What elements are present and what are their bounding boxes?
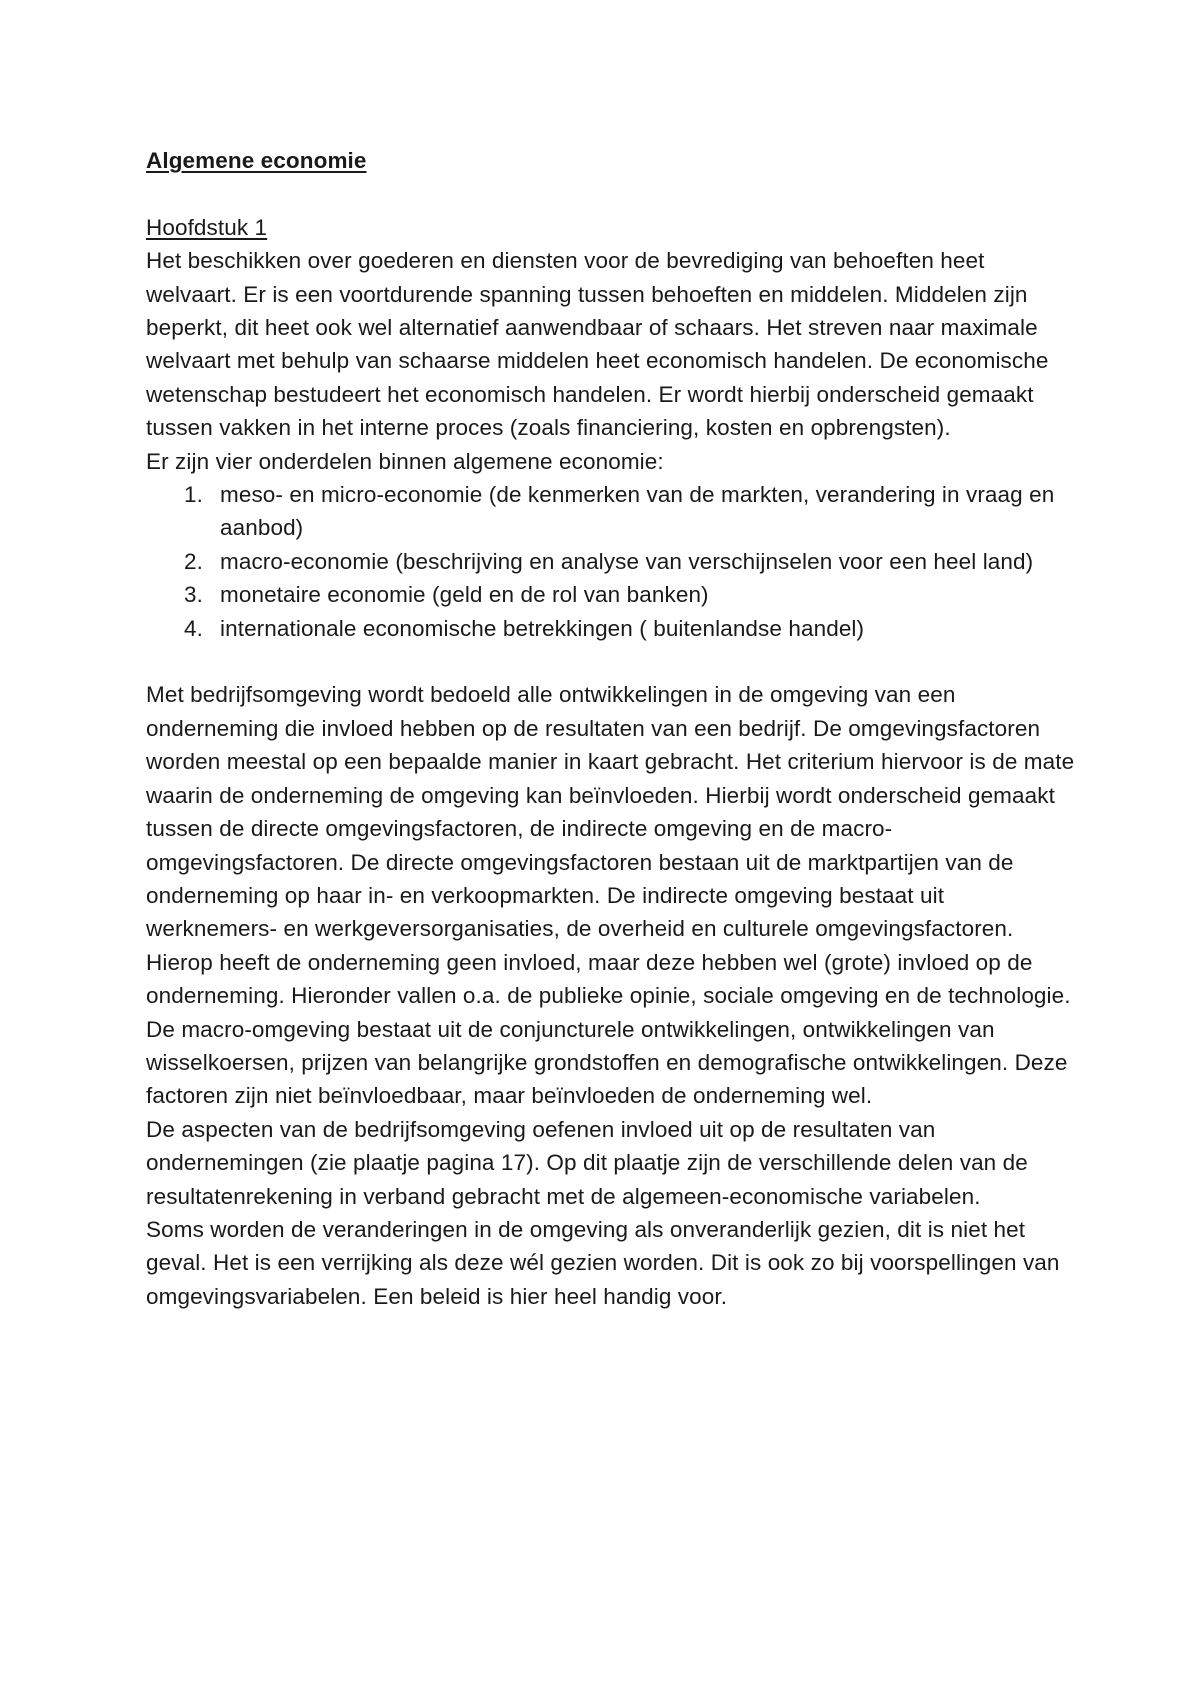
document-title: Algemene economie xyxy=(146,148,367,173)
list-item-text: internationale economische betrekkingen ( buitenlandse handel) xyxy=(220,615,865,641)
body-paragraph-changes: Soms worden de veranderingen in de omgeving als onveranderlijk gezien, dit is niet het geval. Het is een verrijking als deze wél gezien worden. Dit is ook zo bij voorspellingen van omgevingsvariabelen. Een beleid is hier heel handig voor. xyxy=(146,1216,1060,1309)
document-page xyxy=(146,144,1076,1313)
list-item xyxy=(184,545,1076,578)
list-item-text: macro-economie (beschrijving en analyse van verschijnselen voor een heel land) xyxy=(220,548,1034,574)
body-paragraph-environment: Met bedrijfsomgeving wordt bedoeld alle ontwikkelingen in de omgeving van een onderneming die invloed hebben op de resultaten van een bedrijf. De omgevingsfactoren worden meestal op een bepaalde manier in kaart gebracht. Het criterium hiervoor is de mate waarin de onderneming de omgeving kan beïnvloeden. Hierbij wordt onderscheid gemaakt tussen de directe omgevingsfactoren, de indirecte omgeving en de macro-omgevingsfactoren. De directe omgevingsfactoren bestaan uit de marktpartijen van de onderneming op haar in- en verkoopmarkten. De indirecte omgeving bestaat uit werknemers- en werkgeversorganisaties, de overheid en culturele omgevingsfactoren. Hierop heeft de onderneming geen invloed, maar deze hebben wel (grote) invloed op de onderneming. Hieronder vallen o.a. de publieke opinie, sociale omgeving en de technologie. xyxy=(146,682,1075,1009)
list-item-text: meso- en micro-economie (de kenmerken van de markten, verandering in vraag en aanbod) xyxy=(220,482,1055,541)
list-item xyxy=(184,478,1076,545)
list-intro: Er zijn vier onderdelen binnen algemene economie: xyxy=(146,448,664,474)
list-item xyxy=(184,578,1076,611)
body-paragraph-macro: De macro-omgeving bestaat uit de conjuncturele ontwikkelingen, ontwikkelingen van wisselkoersen, prijzen van belangrijke grondstoffen en demografische ontwikkelingen. Deze factoren zijn niet beïnvloedbaar, maar beïnvloeden de onderneming wel. xyxy=(146,1016,1068,1109)
blank-line xyxy=(146,645,1076,678)
list-item-number: 4. xyxy=(184,615,203,641)
blank-line xyxy=(146,177,1076,210)
intro-paragraph: Het beschikken over goederen en diensten voor de bevrediging van behoeften heet welvaart. Er is een voortdurende spanning tussen behoeften en middelen. Middelen zijn beperkt, dit heet ook wel alternatief aanwendbaar of schaars. Het streven naar maximale welvaart met behulp van schaarse middelen heet economisch handelen. De economische wetenschap bestudeert het economisch handelen. Er wordt hierbij onderscheid gemaakt tussen vakken in het interne proces (zoals financiering, kosten en opbrengsten). xyxy=(146,248,1049,441)
numbered-list xyxy=(146,478,1076,645)
chapter-heading: Hoofdstuk 1 xyxy=(146,214,268,240)
list-item-number: 1. xyxy=(184,482,203,508)
list-item-number: 3. xyxy=(184,582,203,608)
list-item-text: monetaire economie (geld en de rol van banken) xyxy=(220,582,709,608)
list-item xyxy=(184,612,1076,645)
body-paragraph-aspects: De aspecten van de bedrijfsomgeving oefenen invloed uit op de resultaten van ondernemingen (zie plaatje pagina 17). Op dit plaatje zijn de verschillende delen van de resultatenrekening in verband gebracht met de algemeen-economische variabelen. xyxy=(146,1116,1028,1209)
list-item-number: 2. xyxy=(184,548,203,574)
